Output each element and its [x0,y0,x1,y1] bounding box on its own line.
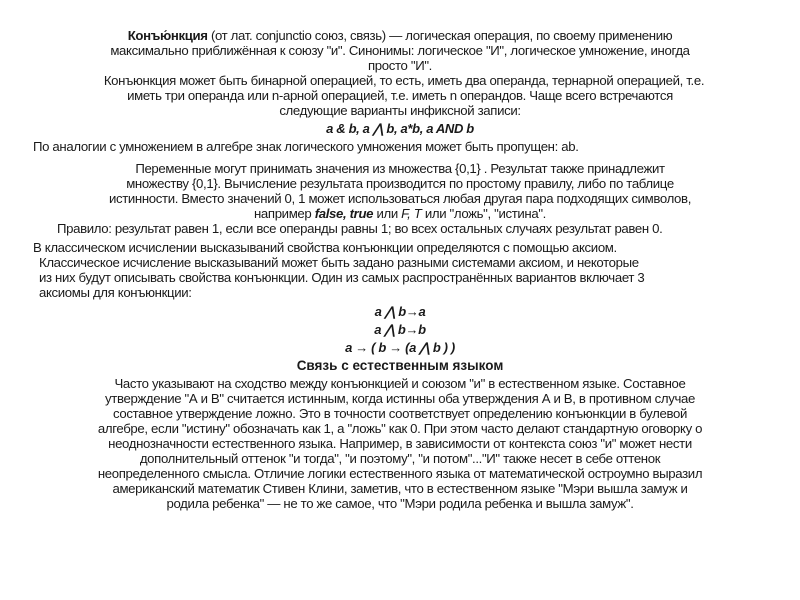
values-line-2: множеству {0,1}. Вычисление результата производится по простому правилу, либо по таблице [126,176,674,191]
axiom-3: a → ( b → (a ⋀ b ) ) [345,340,455,355]
section-heading: Связь с естественным языком [296,358,504,373]
natural-line-5: неоднозначности естественного языка. Например, в зависимости от контекста союз "и" может нести [108,436,692,451]
values-text: или [373,206,402,221]
natural-line-4: алгебре, если "истину" обозначать как 1, а "ложь" как 0. При этом часто делают стандартную оговорку о [97,421,703,436]
rule-text: Правило: результат равен 1, если все операнды равны 1; во всех остальных случаях результат равен 0. [57,221,663,236]
notation-formula: a & b, a ⋀ b, a*b, a AND b [326,121,474,136]
omission-text: По аналогии с умножением в алгебре знак логического умножения может быть пропущен: ab. [33,139,579,154]
arity-line-1: Конъюнкция может быть бинарной операцией, то есть, иметь два операнда, тернарной операцией, т.е. [103,73,705,88]
axiom-2: a ⋀ b→b [374,322,426,337]
intro-line-1 [0,28,800,43]
term-title: Конъю́нкция [127,28,208,43]
natural-line-1: Часто указывают на сходство между конъюнкцией и союзом "и" в естественном языке. Составное [114,376,686,391]
f-t-example: F, T [401,206,422,221]
natural-line-2: утверждение "А и В" считается истинным, когда истинны оба утверждения А и В, в противном случае [105,391,695,406]
axioms-intro-line-3: из них будут описывать свойства конъюнкции. Один из самых распространённых вариантов включает 3 [39,270,645,285]
intro-definition: (от лат. conjunctio союз, связь) — логическая операция, по своему применению [207,28,673,43]
values-text: например [253,206,315,221]
values-text: или "ложь", "истина". [421,206,546,221]
axioms-intro-line-1: В классическом исчислении высказываний свойства конъюнкции определяются с помощью аксиом. [33,240,617,255]
axiom-1: a ⋀ b→a [374,304,426,319]
intro-line-3: просто "И". [368,58,432,73]
axioms-intro-line-2: Классическое исчисление высказываний может быть задано разными системами аксиом, и некоторые [39,255,639,270]
false-true-example: false, true [314,206,374,221]
natural-line-9: родила ребенка" — не то же самое, что "Мэри родила ребенка и вышла замуж". [166,496,634,511]
values-line-1: Переменные могут принимать значения из множества {0,1} . Результат также принадлежит [135,161,665,176]
values-line-4 [0,206,800,221]
natural-line-3: составное утверждение ложно. Это в точности соответствует определению конъюнкции в булевой [113,406,687,421]
arity-line-3: следующие варианты инфиксной записи: [279,103,521,118]
natural-line-6: дополнительный оттенок "и тогда", "и поэтому", "и потом"..."И" также несет в себе оттенок [139,451,661,466]
natural-line-7: неопределенного смысла. Отличие логики естественного языка от математической остроумно выразил [97,466,703,481]
natural-line-8: американский математик Стивен Клини, заметив, что в естественном языке "Мэри вышла замуж и [112,481,688,496]
intro-line-2: максимально приближённая к союзу "и". Синонимы: логическое "И", логическое умножение, иногда [110,43,690,58]
values-line-3: истинности. Вместо значений 0, 1 может использоваться любая другая пара подходящих символов, [108,191,692,206]
arity-line-2: иметь три операнда или n-арной операцией, т.е. иметь n операндов. Чаще всего встречаются [127,88,673,103]
axioms-intro-line-4: аксиомы для конъюнкции: [39,285,192,300]
